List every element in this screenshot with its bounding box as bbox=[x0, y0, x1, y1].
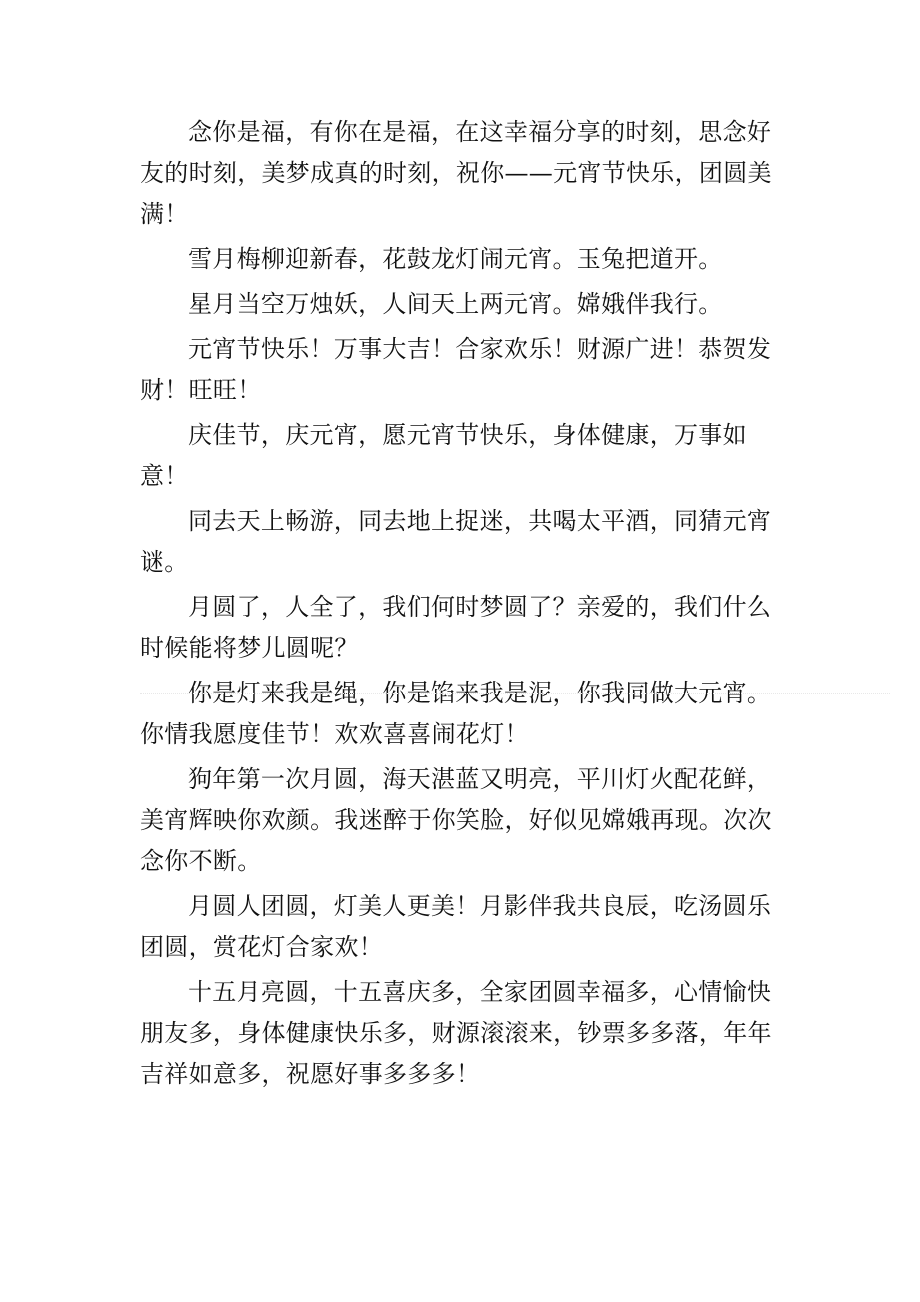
paragraph: 星月当空万烛妖，人间天上两元宵。嫦娥伴我行。 bbox=[188, 290, 723, 318]
paragraph: 念你是福，有你在是福，在这幸福分享的时刻，思念好友的时刻，美梦成真的时刻，祝你——元宵节快乐，团圆美满！ bbox=[140, 118, 772, 228]
paragraph: 狗年第一次月圆，海天湛蓝又明亮，平川灯火配花鲜，美宵辉映你欢颜。我迷醉于你笑脸，好似见嫦娥再现。次次念你不断。 bbox=[140, 765, 772, 875]
paragraph: 元宵节快乐！万事大吉！合家欢乐！财源广进！恭贺发财！旺旺！ bbox=[140, 335, 772, 404]
paragraph: 你是灯来我是绳，你是馅来我是泥，你我同做大元宵。你情我愿度佳节！欢欢喜喜闹花灯！ bbox=[140, 679, 772, 748]
faint-divider bbox=[140, 693, 890, 694]
document-body bbox=[140, 112, 790, 1099]
paragraph: 同去天上畅游，同去地上捉迷，共喝太平酒，同猜元宵谜。 bbox=[140, 507, 772, 576]
paragraph: 庆佳节，庆元宵，愿元宵节快乐，身体健康，万事如意！ bbox=[140, 421, 747, 490]
paragraph: 十五月亮圆，十五喜庆多，全家团圆幸福多，心情愉快朋友多，身体健康快乐多，财源滚滚来，钞票多多落，年年吉祥如意多，祝愿好事多多多！ bbox=[140, 978, 772, 1088]
paragraph: 月圆人团圆，灯美人更美！月影伴我共良辰，吃汤圆乐团圆，赏花灯合家欢！ bbox=[140, 892, 772, 961]
paragraph: 雪月梅柳迎新春，花鼓龙灯闹元宵。玉兔把道开。 bbox=[188, 245, 723, 273]
paragraph: 月圆了，人全了，我们何时梦圆了？亲爱的，我们什么时候能将梦儿圆呢？ bbox=[140, 593, 772, 662]
